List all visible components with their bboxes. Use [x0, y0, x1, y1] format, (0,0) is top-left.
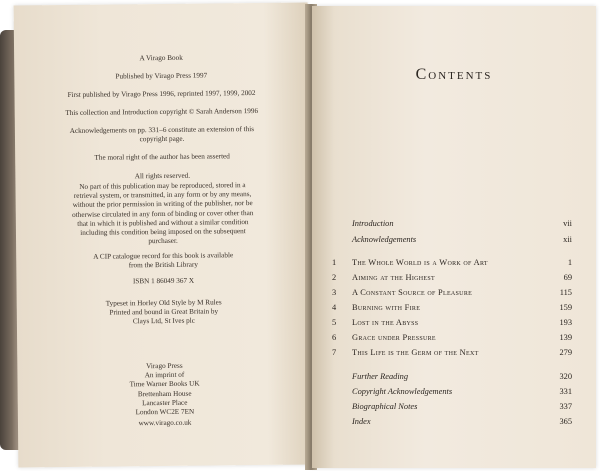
toc-chapter	[332, 318, 572, 332]
cip-line: from the British Library	[128, 260, 198, 270]
toc-entry	[332, 372, 572, 386]
cip-note	[16, 250, 310, 271]
chapter-title: Aiming at the Highest	[352, 273, 436, 282]
chapter-number: 3	[332, 288, 337, 297]
moral-right-line: The moral right of the author has been asserted	[94, 152, 230, 162]
rights-line: that in which it is published and without a similar condition	[77, 217, 249, 228]
toc-entry-label: Introduction	[352, 219, 394, 228]
chapter-page: 279	[559, 348, 572, 357]
chapter-number: 4	[332, 303, 337, 312]
rights-line: purchaser.	[148, 237, 178, 246]
toc-entry-label: Acknowledgements	[352, 235, 417, 244]
acknowledgements-line: Acknowledgements on pp. 331–6 constitute an extension of this	[69, 125, 255, 135]
toc-entry	[332, 402, 572, 416]
copyright-page	[14, 2, 313, 467]
chapter-page: 115	[559, 288, 572, 297]
typeset-line: Printed and bound in Great Britain by	[109, 307, 219, 317]
toc-chapter	[332, 303, 572, 317]
chapter-title: A Constant Source of Pleasure	[352, 288, 473, 297]
rights-heading: All rights reserved.	[134, 171, 191, 181]
cip-line: A CIP catalogue record for this book is available	[93, 251, 234, 261]
toc-entry-label: Copyright Acknowledgements	[352, 387, 453, 396]
acknowledgements-note	[15, 124, 309, 145]
toc-entry	[332, 235, 572, 249]
toc-entry-page: vii	[563, 219, 572, 228]
toc-chapter	[332, 273, 572, 287]
toc-chapter	[332, 333, 572, 347]
rights-line: retrieval system, or transmitted, in any form or by any means,	[73, 190, 252, 201]
chapter-title: Lost in the Abyss	[352, 318, 419, 327]
typeset-note	[17, 297, 311, 328]
chapter-page: 1	[567, 258, 572, 267]
chapter-page: 69	[563, 273, 572, 282]
typeset-line: Clays Ltd, St Ives plc	[132, 317, 195, 326]
chapter-page: 159	[559, 303, 572, 312]
toc-entry-page: 331	[559, 387, 572, 396]
chapter-page: 193	[559, 318, 572, 327]
toc-entry-page: 320	[559, 372, 572, 381]
published-by-line: Published by Virago Press 1997	[115, 71, 208, 81]
toc-entry	[332, 387, 572, 401]
rights-paragraph	[15, 180, 310, 247]
chapter-title: Grace under Pressure	[352, 333, 436, 342]
address-line: An imprint of	[144, 370, 185, 380]
toc-chapter	[332, 258, 572, 272]
publisher-address	[17, 360, 312, 418]
rights-line: including this condition being imposed on the subsequent	[80, 227, 246, 237]
toc-chapter	[332, 288, 572, 302]
copyright-line: This collection and Introduction copyright © Sarah Anderson 1996	[65, 106, 259, 118]
chapter-title: The Whole World is a Work of Art	[352, 258, 488, 267]
contents-title: Contents	[415, 66, 493, 83]
address-line: Lancaster Place	[142, 398, 188, 408]
imprint-line: A Virago Book	[139, 53, 183, 63]
chapter-page: 139	[559, 333, 572, 342]
address-line: Brettenham House	[137, 389, 192, 398]
toc-entry-page: xii	[563, 235, 572, 244]
contents-page	[312, 6, 596, 468]
chapter-number: 6	[332, 333, 337, 342]
chapter-number: 7	[332, 348, 337, 357]
chapter-title: Burning with Fire	[352, 303, 421, 312]
rights-line: without the prior permission in writing of the publisher, nor be	[72, 199, 253, 210]
toc-entry-label: Further Reading	[352, 372, 409, 381]
typeset-line: Typeset in Horley Old Style by M Rules	[105, 298, 222, 308]
address-line: London WC2E 7EN	[135, 407, 195, 417]
isbn-line: ISBN 1 86049 367 X	[132, 276, 195, 286]
chapter-number: 2	[332, 273, 337, 282]
toc-entry-label: Index	[352, 417, 371, 426]
toc-chapter	[332, 348, 572, 362]
address-line: Virago Press	[146, 361, 183, 371]
toc-entry-page: 365	[559, 417, 572, 426]
address-line: Time Warner Books UK	[129, 380, 200, 389]
rights-line: otherwise circulated in any form of binding or cover other than	[72, 208, 254, 219]
chapter-number: 1	[332, 258, 337, 267]
chapter-title: This Life is the Germ of the Next	[352, 348, 479, 357]
toc-entry	[332, 219, 572, 233]
toc-entry	[332, 417, 572, 431]
toc-entry-page: 337	[559, 402, 572, 411]
toc-entry-label: Biographical Notes	[352, 402, 418, 411]
rights-line: No part of this publication may be reproduced, stored in a	[79, 181, 246, 191]
acknowledgements-line: copyright page.	[139, 134, 185, 144]
website-line: www.virago.co.uk	[138, 418, 192, 428]
chapter-number: 5	[332, 318, 337, 327]
first-published-line: First published by Virago Press 1996, reprinted 1997, 1999, 2002	[67, 89, 256, 99]
